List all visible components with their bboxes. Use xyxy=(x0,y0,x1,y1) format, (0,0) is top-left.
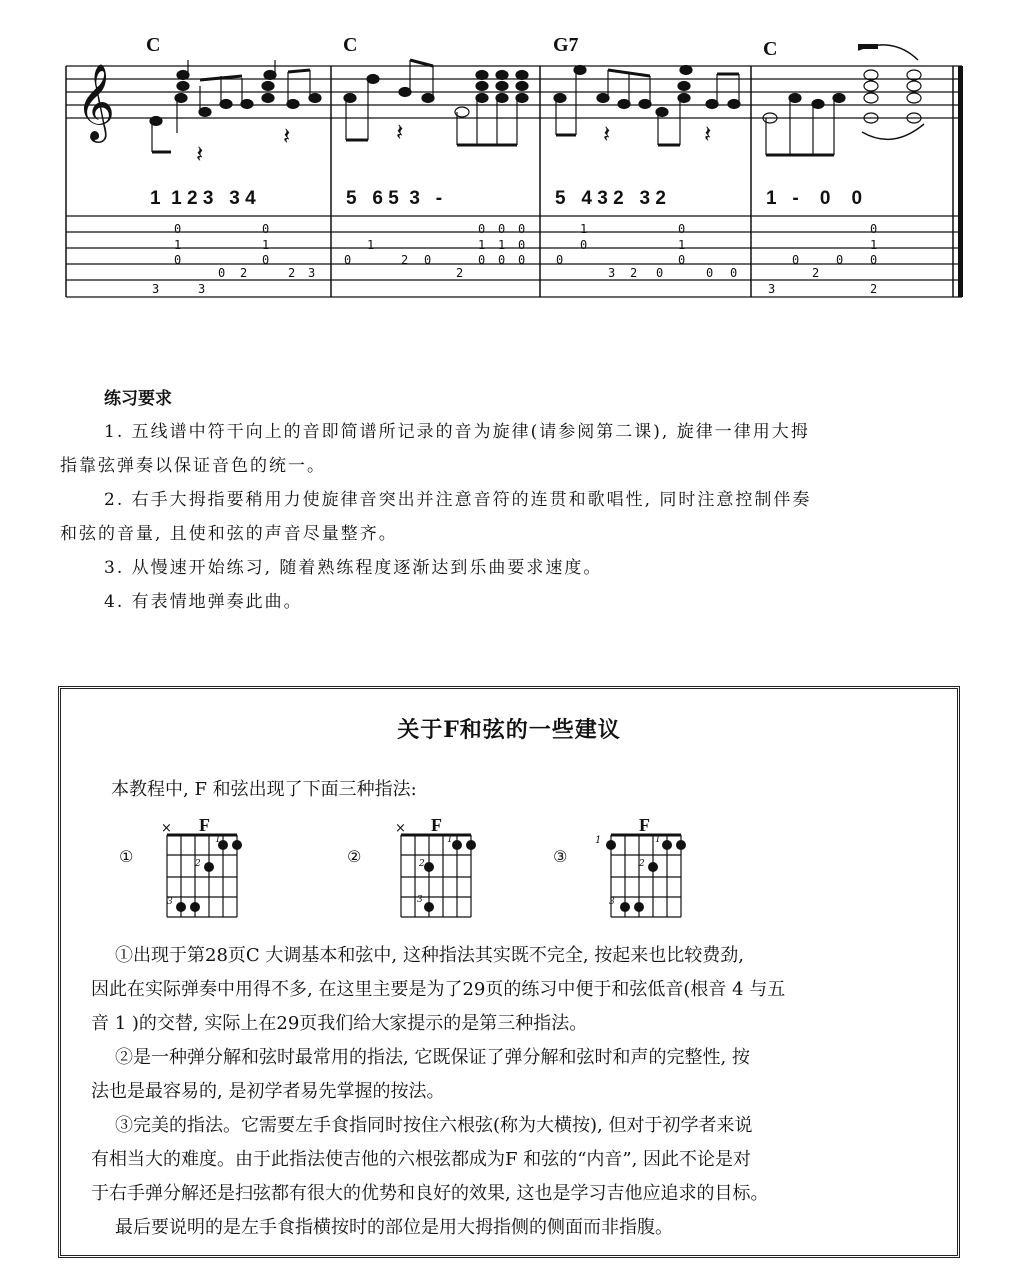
paragraph-line: 最后要说明的是左手食指横按时的部位是用大拇指侧的侧面而非指腹。 xyxy=(115,1217,673,1238)
jianpu-measure-3: 5 4 3 2 3 2 xyxy=(555,188,666,209)
tab-number: 2 xyxy=(870,282,878,296)
paragraph-line: ①出现于第28页C 大调基本和弦中, 这种指法其实既不完全, 按起来也比较费劲, xyxy=(115,945,745,966)
tab-number: 1 xyxy=(367,238,375,252)
tab-number: 0 xyxy=(478,253,486,267)
diagram-marker-3: ③ xyxy=(553,847,568,866)
tab-number: 0 xyxy=(792,253,800,267)
tab-number: 2 xyxy=(812,266,820,280)
tab-number: 0 xyxy=(424,253,432,267)
tab-number: 0 xyxy=(498,253,506,267)
jianpu-measure-4: 1 - 0 0 xyxy=(766,188,863,209)
chord-name-4: C xyxy=(763,38,778,60)
paragraph-line: 法也是最容易的, 是初学者易先掌握的按法。 xyxy=(91,1081,445,1102)
tab-number: 3 xyxy=(768,282,776,296)
tab-number: 0 xyxy=(478,222,486,236)
diagram-chord-name-1: F xyxy=(199,815,210,835)
diagram-marker-2: ② xyxy=(347,847,362,866)
tab-number: 0 xyxy=(218,266,226,280)
tab-number: 1 xyxy=(478,238,486,252)
tab-number: 1 xyxy=(262,238,270,252)
tab-number: 0 xyxy=(556,253,564,267)
svg-text:𝄽: 𝄽 xyxy=(196,140,204,168)
svg-text:𝄞: 𝄞 xyxy=(76,63,116,140)
jianpu-measure-2: 5 6 5 3 - xyxy=(346,188,443,209)
finger-number: 2 xyxy=(419,859,425,869)
tab-number: 0 xyxy=(870,222,878,236)
tab-number: 0 xyxy=(344,253,352,267)
tab-number: 0 xyxy=(174,253,182,267)
box-title: 关于F和弦的一些建议 xyxy=(397,717,621,743)
box-paragraphs xyxy=(91,939,941,1245)
paragraph-line: 音 1 )的交替, 实际上在29页我们给大家提示的是第三种指法。 xyxy=(91,1013,588,1034)
tab-number: 2 xyxy=(288,266,296,280)
paragraph-line: ③完美的指法。它需要左手食指同时按住六根弦(称为大横按), 但对于初学者来说 xyxy=(115,1115,753,1136)
tab-number: 2 xyxy=(456,266,464,280)
tab-number: 0 xyxy=(656,266,664,280)
tab-number: 0 xyxy=(580,238,588,252)
tab-number: 0 xyxy=(262,222,270,236)
paragraph-line: 于右手弹分解还是扫弦都有很大的优势和良好的效果, 这也是学习吉他应追求的目标。 xyxy=(91,1183,769,1204)
svg-text:𝄽: 𝄽 xyxy=(396,118,404,146)
tab-number: 0 xyxy=(518,222,526,236)
chord-name-1: C xyxy=(146,34,161,56)
tab-number: 0 xyxy=(678,253,686,267)
tab-number: 3 xyxy=(608,266,616,280)
tab-number: 0 xyxy=(518,253,526,267)
requirement-line: 4. 有表情地弹奏此曲。 xyxy=(104,592,303,612)
finger-number: 1 xyxy=(215,835,221,845)
finger-number: 1 xyxy=(447,835,453,845)
chord-diagram-3 xyxy=(605,831,695,931)
requirement-line: 和弦的音量, 且使和弦的声音尽量整齐。 xyxy=(60,524,398,544)
chord-diagram-1 xyxy=(161,831,251,931)
svg-text:𝄽: 𝄽 xyxy=(283,122,291,150)
requirements-title: 练习要求 xyxy=(104,389,172,409)
tab-number: 1 xyxy=(678,238,686,252)
tab-number: 0 xyxy=(706,266,714,280)
finger-number: 2 xyxy=(195,859,201,869)
tab-number: 3 xyxy=(198,282,206,296)
paragraph-line: ②是一种弹分解和弦时最常用的指法, 它既保证了弹分解和弦时和声的完整性, 按 xyxy=(115,1047,750,1068)
mute-marker-1: × xyxy=(161,821,172,836)
svg-text:𝄽: 𝄽 xyxy=(704,120,712,148)
chord-name-2: C xyxy=(343,34,358,56)
tab-number: 3 xyxy=(152,282,160,296)
finger-number: 1 xyxy=(655,835,661,845)
tab-number: 2 xyxy=(630,266,638,280)
paragraph-line: 因此在实际弹奏中用得不多, 在这里主要是为了29页的练习中便于和弦低音(根音 4 与五 xyxy=(91,979,786,1000)
tab-number: 0 xyxy=(498,222,506,236)
tab-number: 0 xyxy=(174,222,182,236)
tab-number: 0 xyxy=(518,238,526,252)
f-chord-advice-box xyxy=(58,686,960,1258)
tab-number: 2 xyxy=(240,266,248,280)
requirement-line: 指靠弦弹奏以保证音色的统一。 xyxy=(60,456,326,476)
finger-number: 2 xyxy=(639,859,645,869)
svg-text:𝄽: 𝄽 xyxy=(603,120,611,148)
requirement-line: 2. 右手大拇指要稍用力使旋律音突出并注意音符的连贯和歌唱性, 同时注意控制伴奏 xyxy=(104,490,812,510)
requirement-line: 3. 从慢速开始练习, 随着熟练程度逐渐达到乐曲要求速度。 xyxy=(104,558,603,578)
tab-number: 3 xyxy=(308,266,316,280)
chord-name-3: G7 xyxy=(553,34,579,56)
paragraph-line: 有相当大的难度。由于此指法使吉他的六根弦都成为F 和弦的“内音”, 因此不论是对 xyxy=(91,1149,752,1170)
tab-number: 1 xyxy=(580,222,588,236)
diagram-marker-1: ① xyxy=(119,847,134,866)
tab-number: 1 xyxy=(870,238,878,252)
tab-number: 1 xyxy=(174,238,182,252)
diagram-chord-name-2: F xyxy=(431,815,442,835)
tab-number: 0 xyxy=(262,253,270,267)
requirement-line: 1. 五线谱中符干向上的音即简谱所记录的音为旋律(请参阅第二课), 旋律一律用大拇 xyxy=(104,422,810,442)
finger-number: 3 xyxy=(609,897,615,907)
tab-number: 1 xyxy=(498,238,506,252)
tab-number: 0 xyxy=(730,266,738,280)
practice-requirements xyxy=(60,384,964,619)
tab-number: 0 xyxy=(870,253,878,267)
box-intro: 本教程中, F 和弦出现了下面三种指法: xyxy=(111,779,417,800)
tab-number: 0 xyxy=(836,253,844,267)
finger-number: 3 xyxy=(417,895,423,905)
music-score xyxy=(0,0,1028,310)
chord-diagram-2 xyxy=(395,831,485,931)
finger-number: 1 xyxy=(595,835,602,846)
tab-number: 2 xyxy=(401,253,409,267)
diagram-chord-name-3: F xyxy=(639,815,650,835)
tab-number: 0 xyxy=(678,222,686,236)
mute-marker-2: × xyxy=(395,821,406,836)
finger-number: 3 xyxy=(167,897,173,907)
jianpu-measure-1: 1 1 2 3 3 4 xyxy=(150,188,256,209)
